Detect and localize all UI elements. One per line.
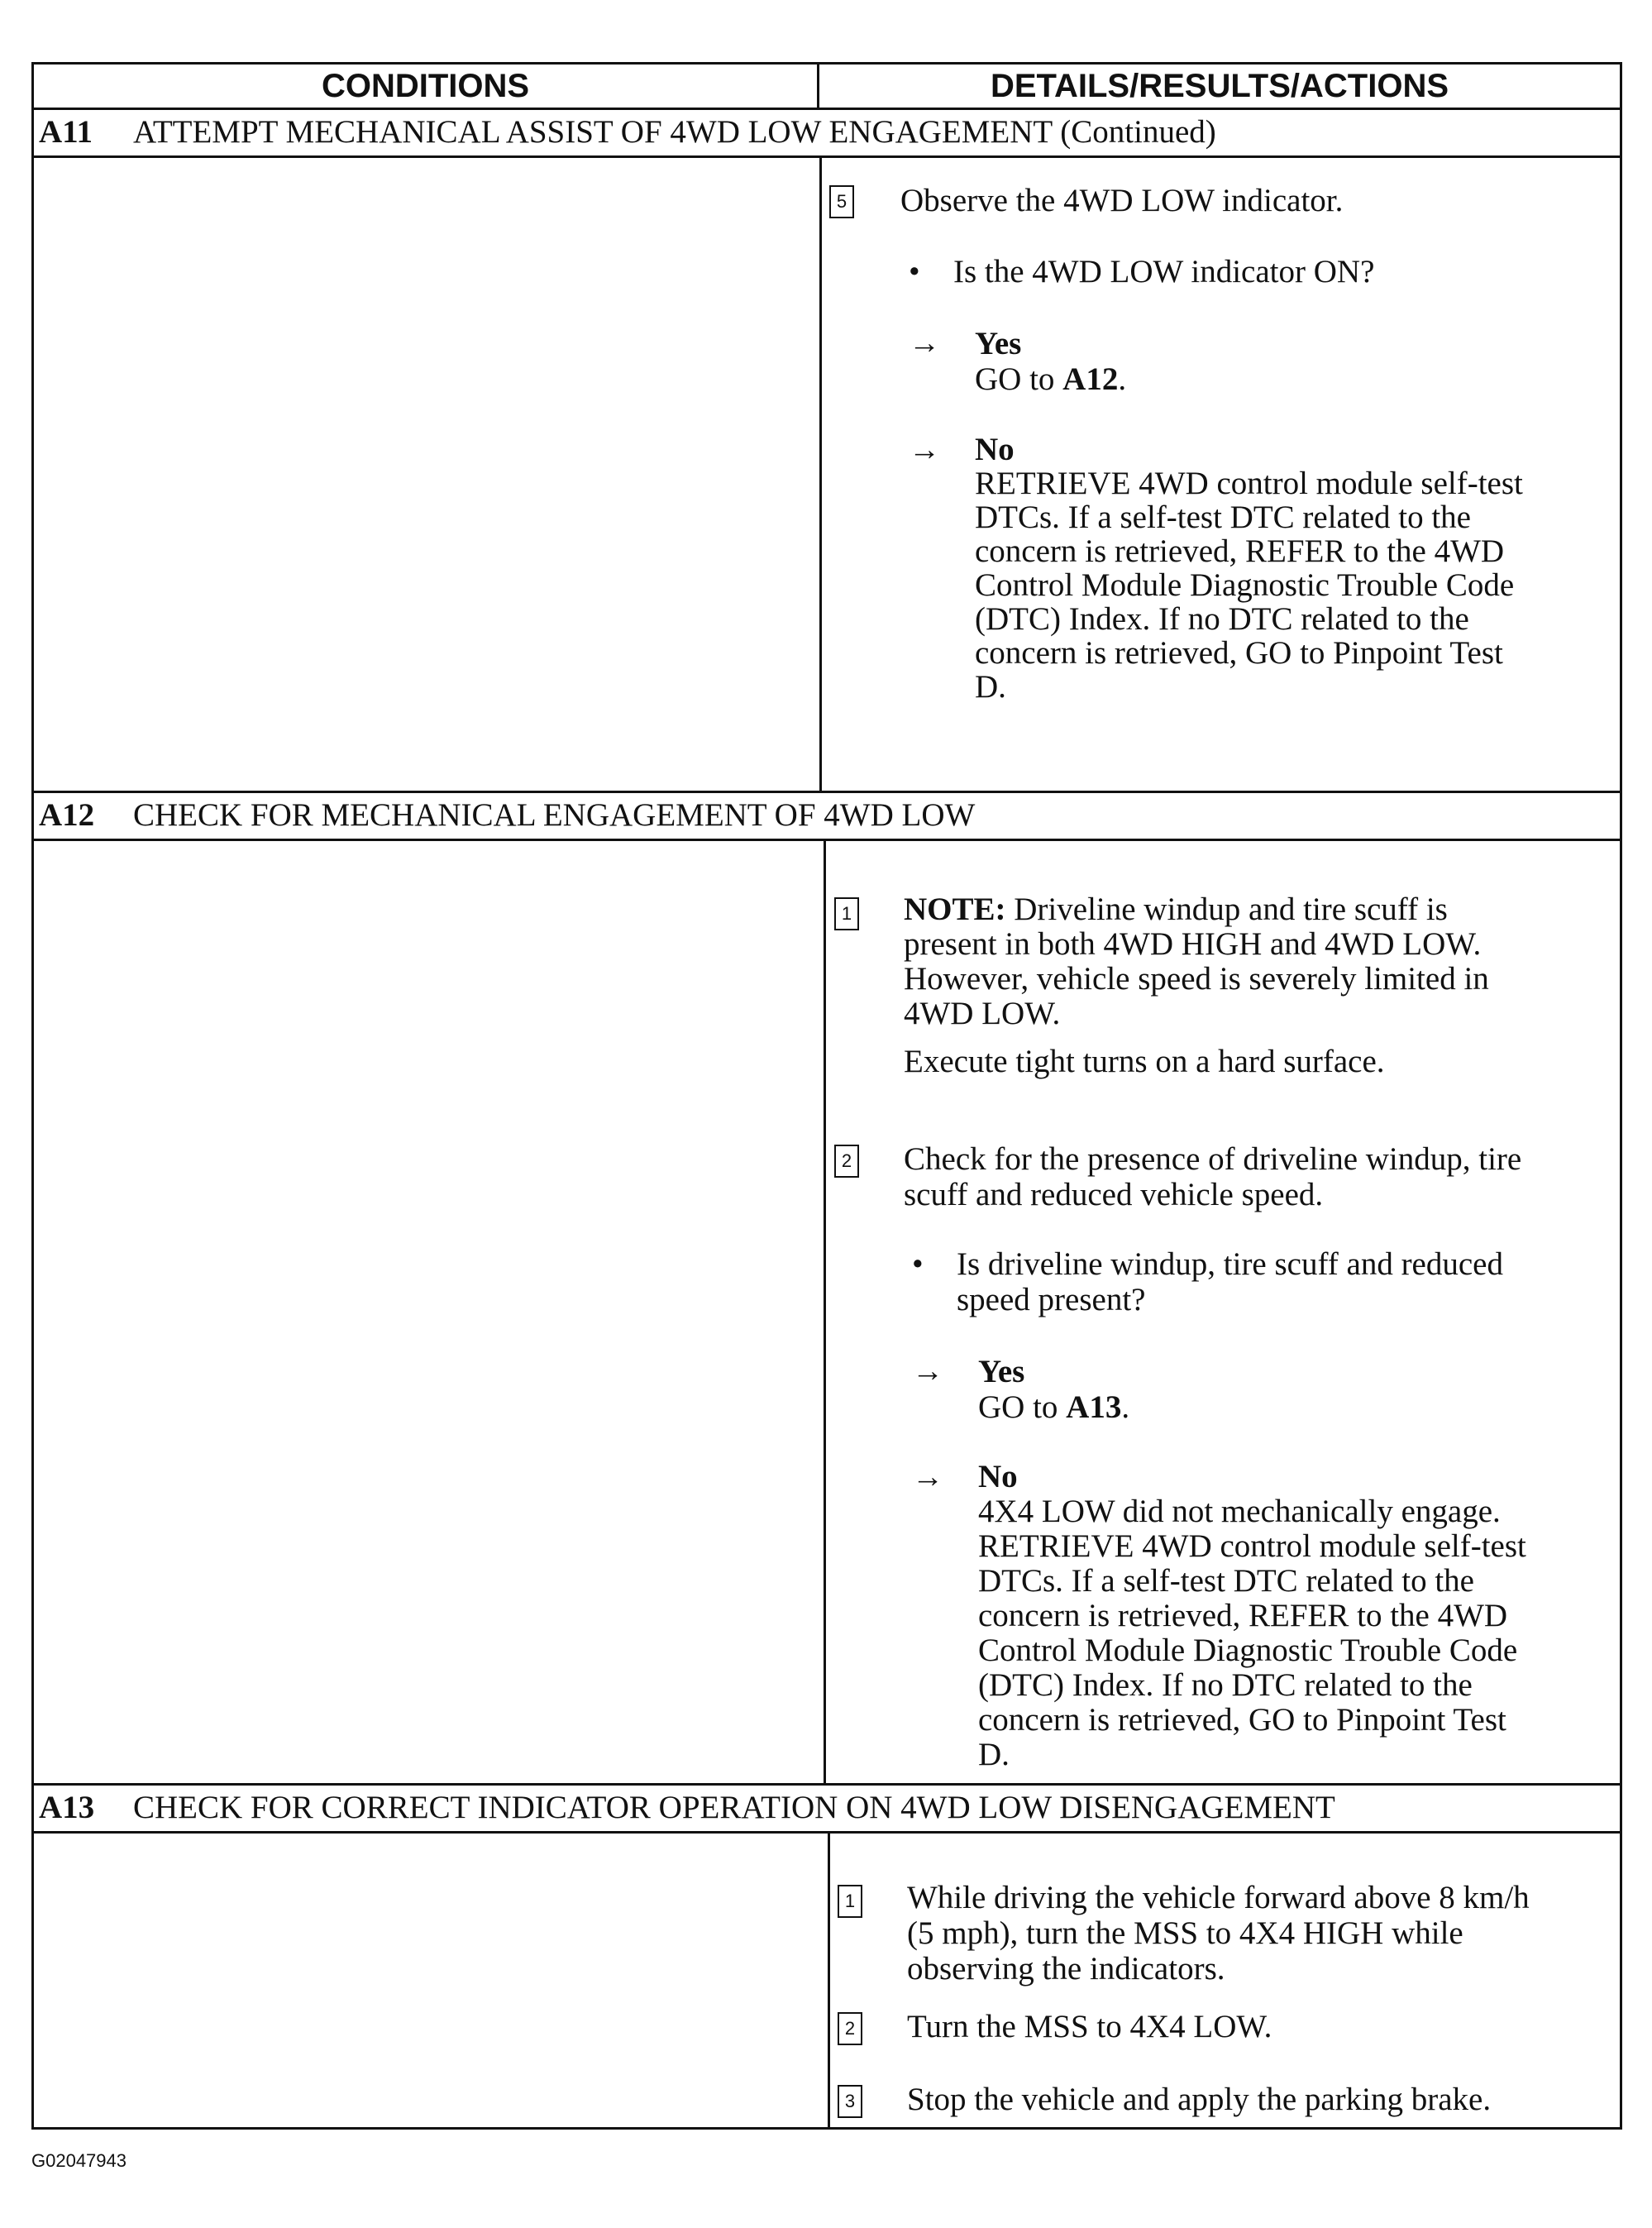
- column-divider: [819, 158, 822, 791]
- note-text: Driveline windup and tire scuff is: [1005, 892, 1448, 927]
- note-line: 4WD LOW.: [904, 996, 1061, 1031]
- note-line: However, vehicle speed is severely limited in: [904, 961, 1489, 997]
- section-a13-body: [34, 1834, 1620, 2127]
- no-line: concern is retrieved, REFER to the 4WD: [975, 533, 1505, 569]
- step-text: [907, 1880, 1530, 1987]
- bullet-icon: •: [909, 254, 920, 289]
- yes-branch: [975, 326, 1126, 397]
- section-a11-body: [34, 158, 1620, 793]
- no-label: No: [975, 432, 1015, 467]
- step-text: Turn the MSS to 4X4 LOW.: [907, 2009, 1272, 2044]
- no-label: No: [978, 1459, 1018, 1494]
- yes-goto: [978, 1389, 1129, 1425]
- section-title: ATTEMPT MECHANICAL ASSIST OF 4WD LOW ENGAGEMENT (Continued): [133, 114, 1216, 150]
- question-line: Is driveline windup, tire scuff and reduced: [957, 1246, 1503, 1282]
- no-line: concern is retrieved, GO to Pinpoint Test: [978, 1702, 1506, 1738]
- section-code: A12: [39, 797, 95, 833]
- step-line: scuff and reduced vehicle speed.: [904, 1177, 1324, 1212]
- section-a12-title: [34, 793, 1620, 841]
- arrow-right-icon: →: [909, 326, 940, 361]
- goto-prefix: GO to: [978, 1389, 1067, 1425]
- step-text: [904, 1141, 1521, 1212]
- goto-prefix: GO to: [975, 361, 1063, 397]
- goto-suffix: .: [1121, 1389, 1130, 1425]
- yes-goto: [975, 361, 1126, 397]
- no-branch: [978, 1460, 1526, 1772]
- yes-label: Yes: [978, 1354, 1025, 1389]
- no-line: concern is retrieved, REFER to the 4WD: [978, 1598, 1508, 1633]
- bullet-icon: •: [912, 1246, 924, 1282]
- step-line: (5 mph), turn the MSS to 4X4 HIGH while: [907, 1915, 1463, 1951]
- step-number-box: 1: [838, 1885, 862, 1918]
- no-line: D.: [978, 1737, 1010, 1772]
- section-title: CHECK FOR CORRECT INDICATOR OPERATION ON 4WD LOW DISENGAGEMENT: [133, 1790, 1335, 1825]
- step-line: While driving the vehicle forward above 8 km/h: [907, 1880, 1530, 1915]
- no-line: D.: [975, 669, 1006, 705]
- no-line: 4X4 LOW did not mechanically engage.: [978, 1494, 1501, 1529]
- table-header: [34, 65, 1620, 110]
- no-line: concern is retrieved, GO to Pinpoint Test: [975, 635, 1503, 671]
- question-line: speed present?: [957, 1282, 1146, 1317]
- no-line: DTCs. If a self-test DTC related to the: [975, 500, 1471, 535]
- question-text: [957, 1246, 1503, 1317]
- note-line: present in both 4WD HIGH and 4WD LOW.: [904, 926, 1482, 962]
- figure-code: G02047943: [31, 2150, 127, 2171]
- column-divider: [824, 841, 826, 1783]
- step-number-box: 3: [838, 2085, 862, 2118]
- step-line: Check for the presence of driveline windup, tire: [904, 1141, 1522, 1177]
- section-title: CHECK FOR MECHANICAL ENGAGEMENT OF 4WD LOW: [133, 797, 976, 833]
- arrow-right-icon: →: [912, 1354, 943, 1389]
- step-number-box: 1: [834, 897, 859, 930]
- step-line: observing the indicators.: [907, 1951, 1225, 1987]
- diagnostic-table: [31, 62, 1622, 2130]
- instruction-text: Execute tight turns on a hard surface.: [904, 1044, 1385, 1079]
- arrow-right-icon: →: [909, 433, 940, 467]
- goto-target: A12: [1062, 361, 1119, 397]
- question-text: Is the 4WD LOW indicator ON?: [953, 254, 1375, 289]
- step-number-box: 2: [838, 2012, 862, 2045]
- yes-label: Yes: [975, 326, 1022, 361]
- note-block: [904, 892, 1489, 1079]
- no-line: RETRIEVE 4WD control module self-test: [978, 1528, 1526, 1564]
- no-branch: [975, 433, 1523, 704]
- no-line: Control Module Diagnostic Trouble Code: [978, 1633, 1518, 1668]
- section-code: A13: [39, 1790, 95, 1825]
- section-a13-title: [34, 1786, 1620, 1834]
- conditions-header: CONDITIONS: [34, 65, 819, 108]
- section-a11-title: [34, 110, 1620, 158]
- no-line: DTCs. If a self-test DTC related to the: [978, 1563, 1474, 1599]
- details-header: DETAILS/RESULTS/ACTIONS: [990, 68, 1449, 104]
- note-line: [904, 892, 1489, 927]
- no-line: (DTC) Index. If no DTC related to the: [978, 1667, 1473, 1703]
- goto-suffix: .: [1118, 361, 1127, 397]
- step-number-box: 2: [834, 1145, 859, 1178]
- arrow-right-icon: →: [912, 1460, 943, 1494]
- note-label: NOTE:: [904, 892, 1006, 927]
- step-text: Observe the 4WD LOW indicator.: [900, 183, 1344, 218]
- no-line: RETRIEVE 4WD control module self-test: [975, 466, 1523, 501]
- no-line: Control Module Diagnostic Trouble Code: [975, 567, 1515, 603]
- step-number-box: 5: [829, 185, 854, 218]
- no-line: (DTC) Index. If no DTC related to the: [975, 601, 1469, 637]
- goto-target: A13: [1066, 1389, 1122, 1425]
- section-a12-body: [34, 841, 1620, 1786]
- section-code: A11: [39, 114, 93, 150]
- column-divider: [828, 1834, 830, 2127]
- yes-branch: [978, 1354, 1129, 1425]
- step-text: Stop the vehicle and apply the parking brake.: [907, 2082, 1492, 2117]
